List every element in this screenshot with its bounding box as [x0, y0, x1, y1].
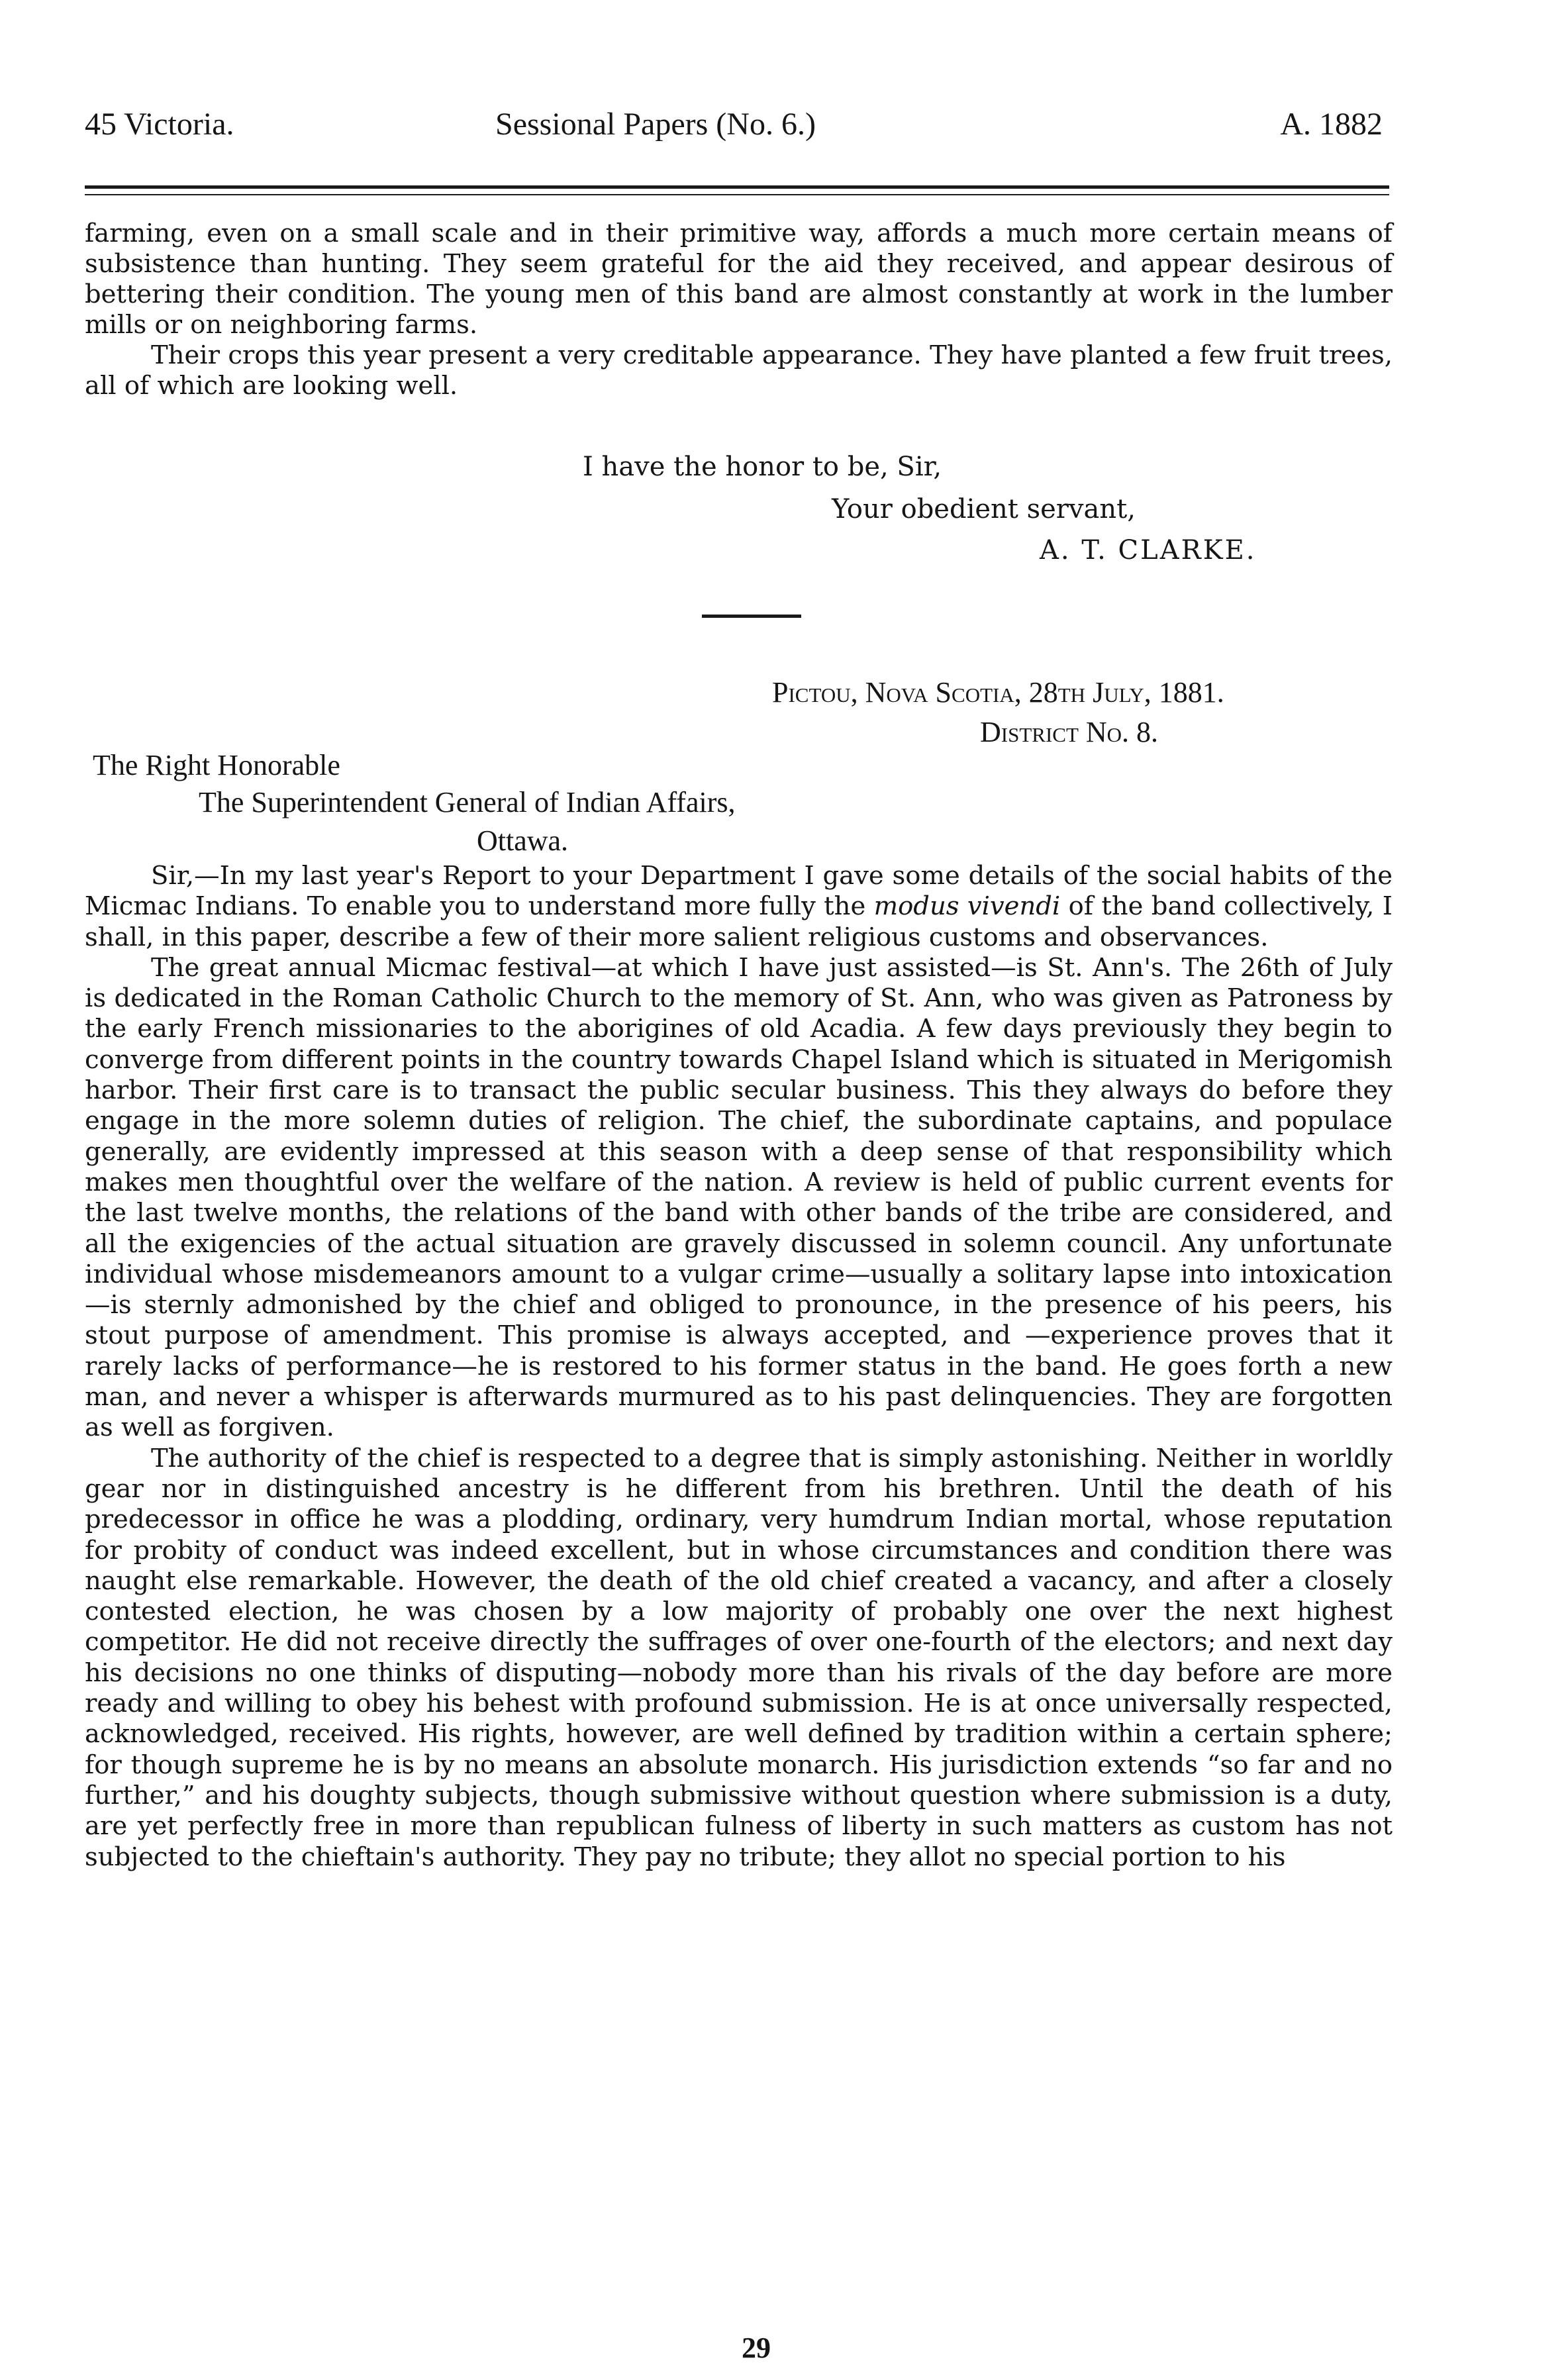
- header-title: Sessional Papers (No. 6.): [495, 107, 816, 142]
- page-number: 29: [742, 2332, 771, 2364]
- addressee-line-2: The Superintendent General of Indian Affairs,: [199, 786, 736, 818]
- letter-one-paragraph-1: farming, even on a small scale and in their primitive way, affords a much more certain means of subsistence than hunting. They seem grateful for the aid they received, and appear desirous of bettering their condition. The young men of this band are almost constantly at work in the lumber mills or on neighboring farms.: [85, 219, 1393, 340]
- letter-two-paragraph-1: [85, 861, 1393, 953]
- header-rule-thin: [85, 194, 1389, 195]
- district-line: District No. 8.: [980, 716, 1159, 748]
- signature: A. T. CLARKE.: [1040, 535, 1257, 566]
- running-header: [85, 106, 1396, 152]
- header-year: A. 1882: [1280, 107, 1383, 142]
- place-date-line: Pictou, Nova Scotia, 28th July, 1881.: [772, 676, 1224, 709]
- letter-two-body: [85, 861, 1393, 1873]
- header-rule-thick: [85, 185, 1389, 189]
- letter-one-paragraph-2: Their crops this year present a very creditable appearance. They have planted a few fruit trees, all of which are looking well.: [85, 340, 1393, 401]
- letter-one-body: [85, 219, 1393, 401]
- closing-honor: I have the honor to be, Sir,: [583, 452, 942, 482]
- closing-obedient: Your obedient servant,: [832, 494, 1136, 524]
- header-regnal-year: 45 Victoria.: [85, 107, 234, 142]
- paragraph-1-suffix: of the band collectively, I shall, in this paper, describe a few of their more salient religious customs and observances.: [85, 891, 1393, 952]
- letter-two-paragraph-2: The great annual Micmac festival—at which I have just assisted—is St. Ann's. The 26th of July is dedicated in the Roman Catholic Church to the memory of St. Ann, who was given as Patroness by the early French missionaries to the aborigines of old Acadia. A few days previously they begin to converge from different points in the country towards Chapel Island which is situated in Merigomish harbor. Their first care is to transact the public secular business. This they always do before they engage in the more solemn duties of religion. The chief, the subordinate captains, and populace generally, are evidently impressed at this season with a deep sense of that responsibility which makes men thoughtful over the welfare of the nation. A review is held of public current events for the last twelve months, the relations of the band with other bands of the tribe are considered, and all the exigencies of the actual situation are gravely discussed in solemn council. Any unfortunate individual whose misdemeanors amount to a vulgar crime—usually a solitary lapse into intoxication—is sternly admonished by the chief and obliged to pronounce, in the presence of his peers, his stout purpose of amendment. This promise is always accepted, and —experience proves that it rarely lacks of performance—he is restored to his former status in the band. He goes forth a new man, and never a whisper is afterwards murmured as to his past delinquencies. They are forgotten as well as forgiven.: [85, 952, 1393, 1443]
- section-divider: [702, 615, 801, 618]
- paragraph-1-prefix: Sir,—In my last year's Report to your Department I gave some details of the social habits of the Micmac Indians. To enable you to understand more fully the: [85, 861, 1393, 922]
- paragraph-1-italic: modus vivendi: [873, 891, 1061, 922]
- addressee-line-1: The Right Honorable: [93, 749, 340, 781]
- letter-two-paragraph-3: The authority of the chief is respected to a degree that is simply astonishing. Neither in worldly gear nor in distinguished ancestry is he different from his brethren. Until the death of his predecessor in office he was a plodding, ordinary, very humdrum Indian mortal, whose reputation for probity of conduct was indeed excellent, but in whose circumstances and condition there was naught else remarkable. However, the death of the old chief created a vacancy, and after a closely contested election, he was chosen by a low majority of probably one over the next highest competitor. He did not receive directly the suffrages of over one-fourth of the electors; and next day his decisions no one thinks of disputing—nobody more than his rivals of the day before are more ready and willing to obey his behest with profound submission. He is at once universally respected, acknowledged, received. His rights, however, are well defined by tradition within a certain sphere; for though supreme he is by no means an absolute monarch. His jurisdiction extends “so far and no further,” and his doughty subjects, though submissive without question where submission is a duty, are yet perfectly free in more than republican fulness of liberty in such matters as custom has not subjected to the chieftain's authority. They pay no tribute; they allot no special portion to his: [85, 1443, 1393, 1872]
- addressee-line-3: Ottawa.: [477, 824, 569, 857]
